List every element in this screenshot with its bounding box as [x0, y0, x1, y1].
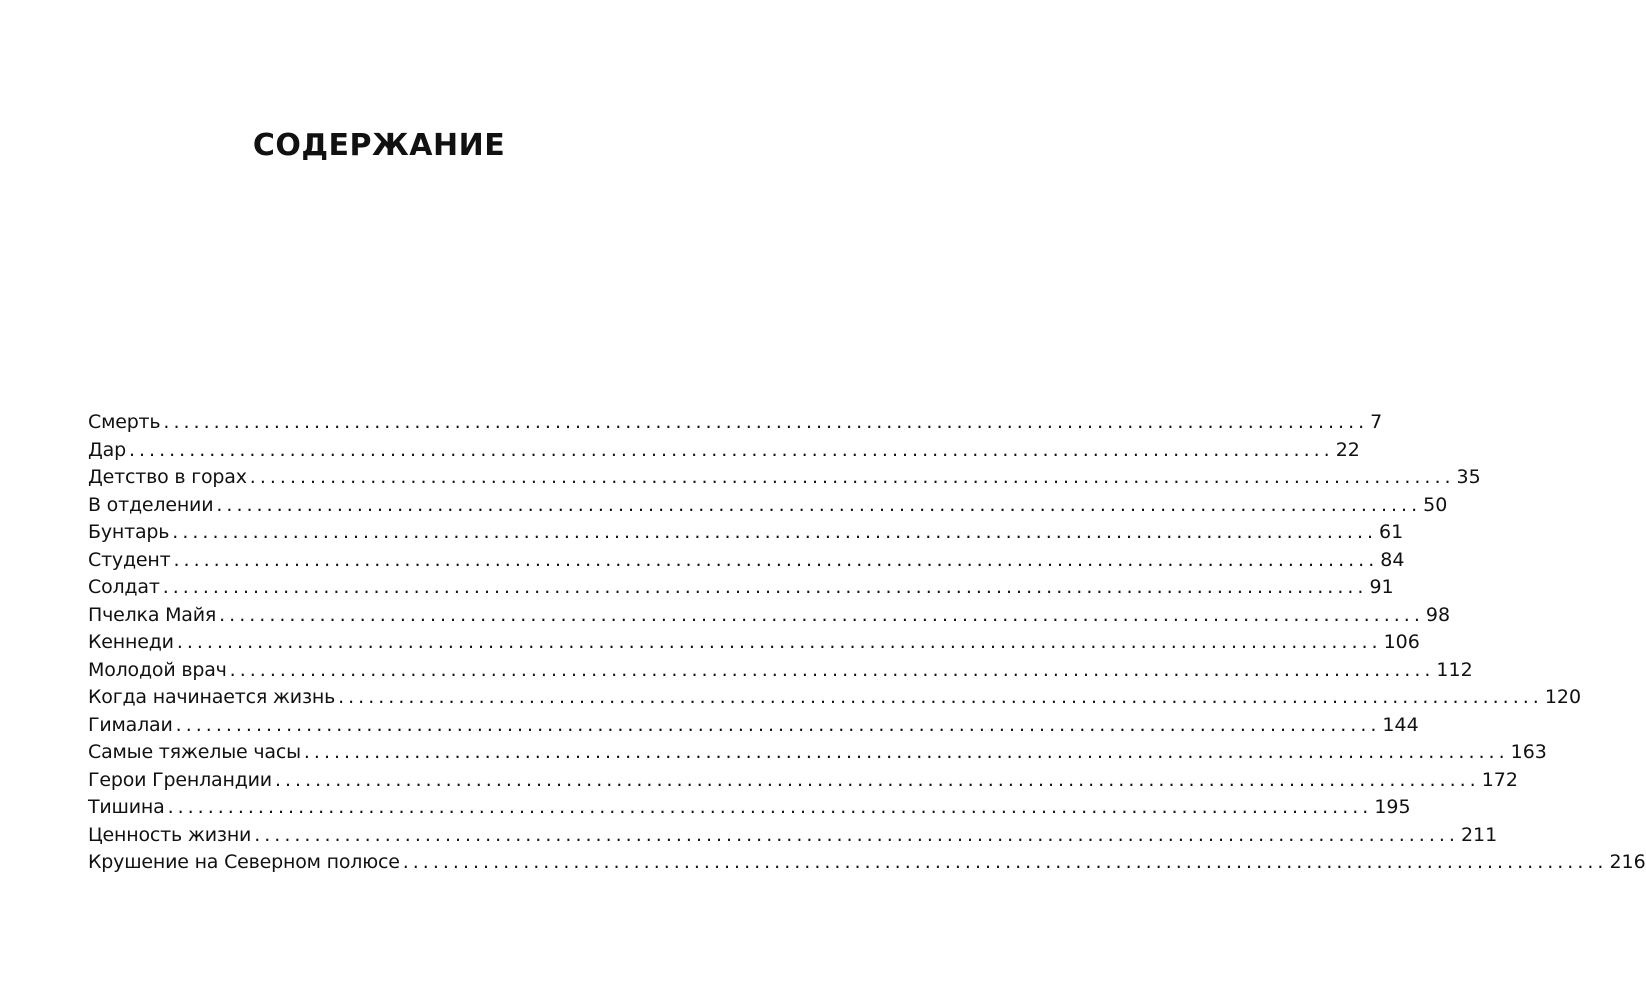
toc-entry-title: Крушение на Северном полюсе — [88, 851, 400, 873]
toc-entry-title: Солдат — [88, 576, 160, 598]
toc-entry-page: 163 — [1510, 741, 1547, 763]
toc-dot-leader: ........................................................................................................................ — [172, 521, 1378, 543]
toc-dot-leader: ........................................................................................................................ — [254, 823, 1459, 846]
toc-entry-page: 211 — [1460, 823, 1498, 846]
toc-entry — [88, 629, 1420, 657]
toc-dot-leader: ........................................................................................................................ — [338, 686, 1543, 708]
toc-dot-leader: ........................................................................................................................ — [402, 851, 1608, 873]
toc-entry — [88, 547, 1405, 575]
toc-dot-leader: ........................................................................................................................ — [303, 741, 1509, 763]
toc-entry-title: Ценность жизни — [88, 823, 252, 846]
toc-entry-title: Пчелка Майя — [88, 603, 217, 626]
toc-entry-page: 144 — [1382, 713, 1419, 736]
toc-entry-page: 98 — [1425, 603, 1451, 626]
toc-dot-leader: ........................................................................................................................ — [219, 603, 1424, 626]
toc-dot-leader: ........................................................................................................................ — [163, 411, 1369, 433]
toc-entry-page: 112 — [1436, 658, 1473, 681]
toc-entry-title: Гималаи — [88, 713, 173, 736]
toc-entry-title: Студент — [88, 548, 171, 571]
toc-entry — [88, 409, 1383, 437]
toc-entry-page: 61 — [1379, 521, 1404, 543]
toc-entry-title: Когда начинается жизнь — [88, 686, 336, 708]
toc-entry — [88, 822, 1498, 850]
toc-dot-leader: ........................................................................................................................ — [175, 713, 1381, 736]
toc-entry — [88, 602, 1451, 630]
toc-entry — [88, 794, 1411, 822]
toc-dot-leader: ........................................................................................................................ — [162, 576, 1368, 598]
toc-entry-page: 91 — [1369, 576, 1394, 598]
toc-entry-title: В отделении — [88, 493, 214, 516]
toc-entry — [88, 684, 1582, 712]
toc-dot-leader: ........................................................................................................................ — [173, 548, 1379, 571]
toc-entry-title: Дар — [88, 438, 126, 461]
toc-dot-leader: ........................................................................................................................ — [249, 466, 1455, 488]
toc-dot-leader: ........................................................................................................................ — [216, 493, 1422, 516]
toc-entry — [88, 767, 1518, 795]
toc-entry — [88, 519, 1404, 547]
toc-entry — [88, 492, 1448, 520]
toc-entry-page: 120 — [1544, 686, 1582, 708]
toc-entry-page: 195 — [1374, 796, 1411, 818]
toc-entry-page: 84 — [1380, 548, 1405, 571]
toc-dot-leader: ........................................................................................................................ — [229, 658, 1435, 681]
toc-entry — [88, 464, 1481, 492]
toc-dot-leader: ........................................................................................................................ — [274, 768, 1480, 791]
toc-entry — [88, 437, 1360, 465]
toc-entry — [88, 712, 1419, 740]
toc-entry-title: Молодой врач — [88, 658, 227, 681]
toc-entry-title: Тишина — [88, 796, 165, 818]
toc-entry-title: Смерть — [88, 411, 161, 433]
toc-entry — [88, 574, 1394, 602]
table-of-contents — [88, 409, 1646, 877]
toc-entry-page: 106 — [1383, 631, 1420, 653]
toc-entry-page: 216 — [1609, 851, 1646, 873]
toc-entry — [88, 657, 1473, 685]
toc-dot-leader: ........................................................................................................................ — [128, 438, 1334, 461]
toc-entry-title: Самые тяжелые часы — [88, 741, 301, 763]
toc-entry-page: 50 — [1423, 493, 1448, 516]
toc-entry-page: 172 — [1481, 768, 1518, 791]
page-title: СОДЕРЖАНИЕ — [252, 128, 506, 163]
toc-dot-leader: ........................................................................................................................ — [167, 796, 1373, 818]
toc-entry-page: 35 — [1456, 466, 1481, 488]
toc-entry-page: 22 — [1335, 438, 1360, 461]
toc-entry-title: Кеннеди — [88, 631, 174, 653]
toc-dot-leader: ........................................................................................................................ — [176, 631, 1382, 653]
toc-entry — [88, 849, 1646, 877]
toc-entry-page: 7 — [1370, 411, 1383, 433]
toc-entry-title: Детство в горах — [88, 466, 247, 488]
toc-entry — [88, 739, 1547, 767]
toc-entry-title: Бунтарь — [88, 521, 170, 543]
toc-entry-title: Герои Гренландии — [88, 768, 272, 791]
